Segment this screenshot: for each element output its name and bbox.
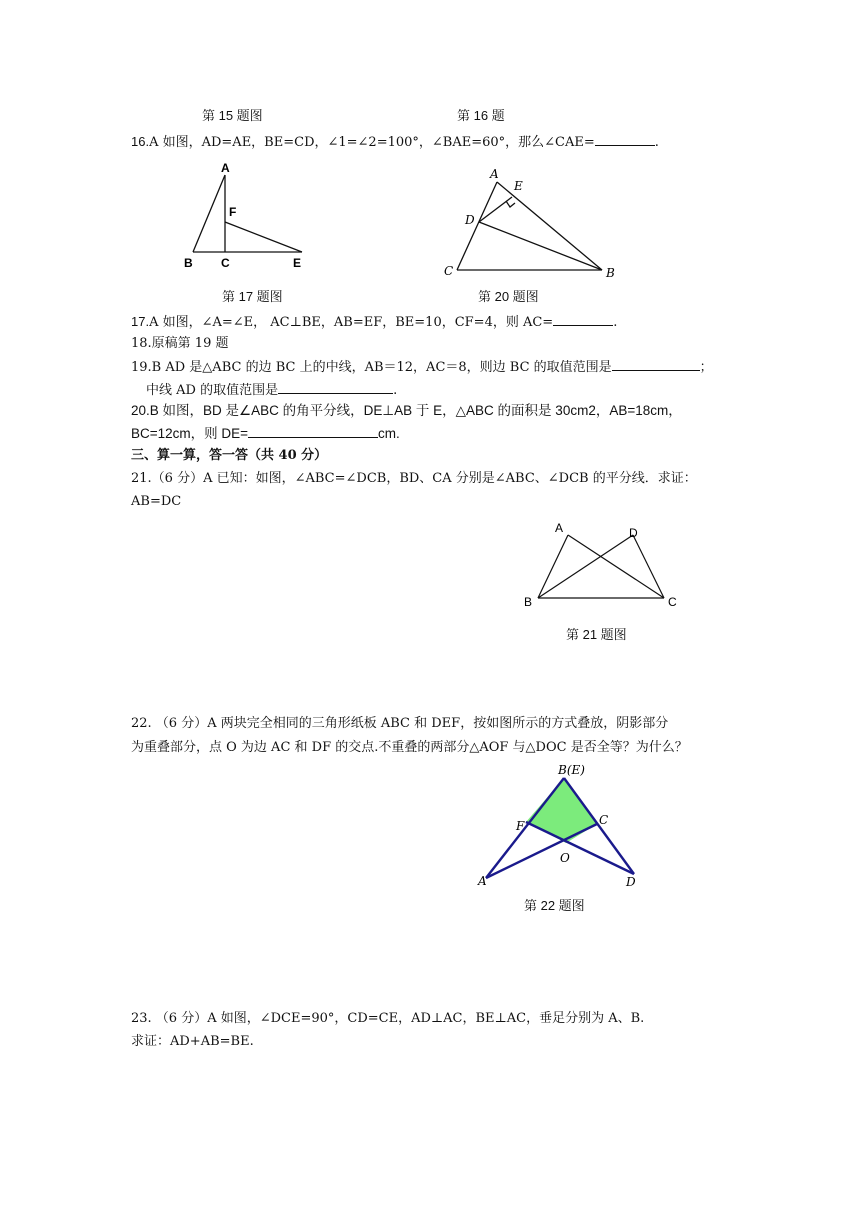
fig20-label-A: A (490, 167, 499, 181)
q19-sep: ； (699, 360, 713, 375)
q19-line2-text: 中线 AD 的取值范围是 (146, 383, 279, 398)
q16-end: . (654, 135, 659, 150)
fig20-label-C: C (444, 264, 454, 278)
fig20-label-E: E (514, 179, 523, 193)
figure-21 (518, 518, 688, 613)
section-3-title: 三、算一算，答一答（共 40 分） (131, 448, 328, 463)
q16-number: 16. (131, 134, 150, 149)
q20-end: cm. (378, 426, 400, 441)
fig17-label-F: F (229, 205, 237, 219)
fig17-label-E: E (293, 256, 302, 270)
fig21-caption: 第 21 题图 (566, 627, 627, 642)
q19-end: . (393, 383, 398, 398)
fig20-label-D: D (465, 213, 475, 227)
fig20-label-B: B (606, 266, 615, 280)
question-22-line2: 为重叠部分，点 O 为边 AC 和 DF 的交点.不重叠的两部分△AOF 与△DOC 是否全等？为什么？ (131, 740, 688, 755)
question-16 (131, 133, 659, 151)
fig16-caption: 第 16 题 (457, 108, 505, 123)
q17-answer-blank (553, 313, 613, 326)
question-22-line1: 22. （6 分）A 两块完全相同的三角形纸板 ABC 和 DEF，按如图所示的方式叠放，阴影部分 (131, 716, 669, 731)
fig15-caption: 第 15 题图 (202, 108, 263, 123)
question-19-line1 (131, 358, 713, 376)
q16-text: A 如图，AD=AE，BE=CD，∠1=∠2=100°，∠BAE=60°，那么∠CAE= (149, 135, 595, 150)
fig20-caption: 第 20 题图 (478, 289, 539, 304)
question-21-line2: AB=DC (131, 494, 182, 509)
fig22-label-D: D (626, 875, 636, 889)
fig22-caption: 第 22 题图 (524, 898, 585, 913)
figure-20 (440, 160, 620, 280)
fig17-label-C: C (221, 256, 230, 270)
fig17-label-B: B (184, 256, 193, 270)
fig21-label-D: D (629, 526, 638, 540)
fig22-label-F: F (516, 819, 525, 833)
question-20-line1: 20.B 如图，BD 是∠ABC 的角平分线，DE⊥AB 于 E，△ABC 的面积是 30cm2，AB=18cm， (131, 403, 682, 418)
fig21-label-C: C (668, 595, 677, 609)
question-21-line1: 21.（6 分）A 已知：如图，∠ABC=∠DCB，BD、CA 分别是∠ABC、∠DCB 的平分线．求证： (131, 471, 697, 486)
fig17-label-A: A (221, 161, 230, 175)
question-23-line2: 求证：AD+AB=BE. (131, 1034, 254, 1049)
question-17 (131, 313, 617, 331)
fig21-label-A: A (555, 521, 564, 535)
q20-line2-text: BC=12cm，则 DE= (131, 426, 249, 441)
q19-ad-blank (278, 381, 393, 394)
fig21-label-B: B (524, 595, 533, 609)
question-23-line1: 23. （6 分）A 如图，∠DCE=90°，CD=CE，AD⊥AC，BE⊥AC，垂足分别为 A、B. (131, 1011, 645, 1026)
fig22-label-BE: B(E) (558, 763, 585, 777)
question-19-line2 (146, 381, 397, 399)
fig22-label-O: O (560, 851, 570, 865)
q19-text: 19.B AD 是△ABC 的边 BC 上的中线，AB＝12，AC＝8，则边 BC 的取值范围是 (131, 360, 612, 375)
q17-number: 17. (131, 314, 150, 329)
q20-answer-blank (248, 425, 378, 438)
q19-bc-blank (612, 358, 700, 371)
q17-text: A 如图，∠A=∠E， AC⊥BE，AB=EF，BE=10，CF=4，则 AC= (149, 315, 554, 330)
fig22-label-A: A (478, 874, 487, 888)
q17-end: . (613, 315, 618, 330)
question-18: 18.原稿第 19 题 (131, 336, 229, 351)
fig22-label-C: C (599, 813, 609, 827)
fig17-caption: 第 17 题图 (222, 289, 283, 304)
question-20-line2 (131, 425, 400, 442)
q16-answer-blank (595, 133, 655, 146)
figure-17 (180, 160, 310, 272)
figure-22 (476, 760, 656, 890)
